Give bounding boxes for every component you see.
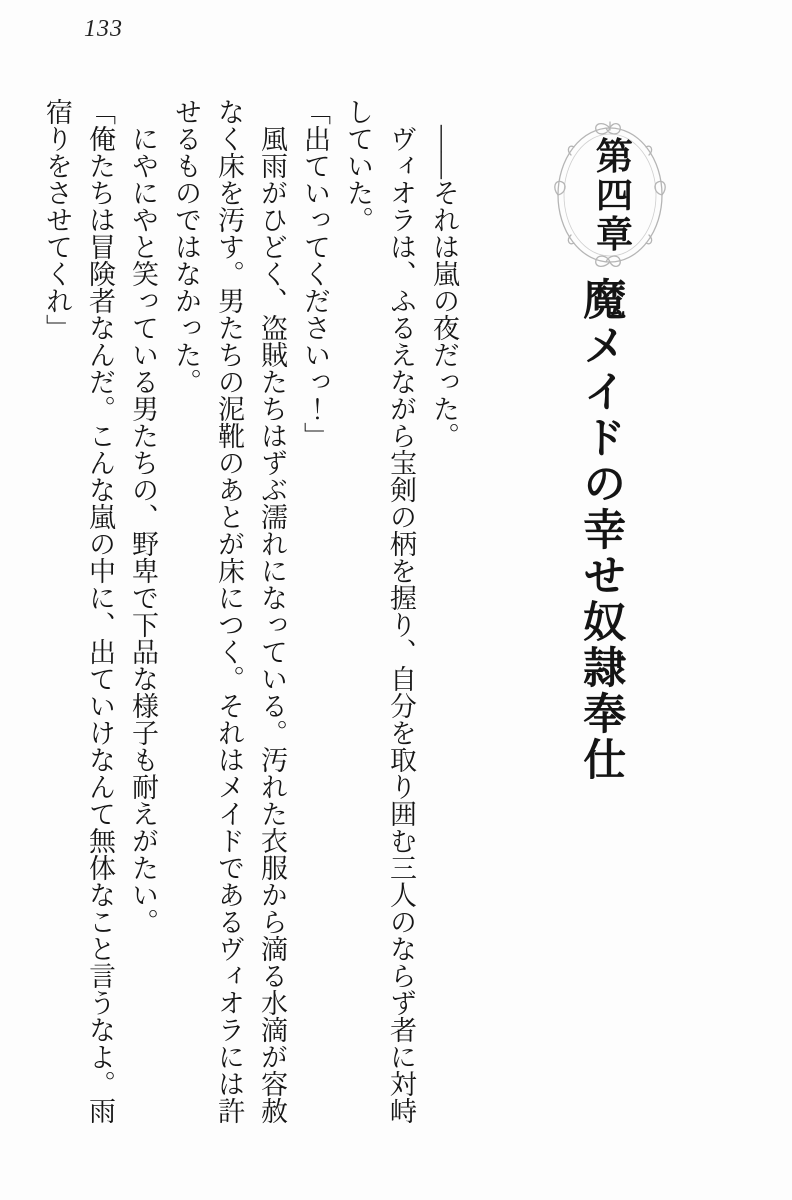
- body-text: [35, 98, 465, 1133]
- page-number: 133: [84, 16, 123, 42]
- chapter-title: 魔メイドの幸せ奴隷奉仕: [577, 277, 625, 783]
- chapter-number-label: 第四章: [589, 136, 631, 254]
- paragraph: ヴィオラは、ふるえながら宝剣の柄を握り、自分を取り囲む三人のならず者に対峙していた。: [343, 98, 416, 1124]
- paragraph: 「出ていってくださいっ！」: [300, 98, 330, 449]
- paragraph: にやにやと笑っている男たちの、野卑で下品な様子も耐えがたい。: [128, 125, 158, 935]
- paragraph: 風雨がひどく、盗賊たちはずぶ濡れになっている。汚れた衣服から滴る水滴が容赦なく床を汚す。男たちの泥靴のあとが床につく。それはメイドであるヴィオラには許せるものではなかった。: [171, 98, 287, 1124]
- paragraph: 「俺たちは冒険者なんだ。こんな嵐の中に、出ていけなんて無体なこと言うなよ。雨宿りをさせてくれ」: [42, 98, 115, 1124]
- paragraph: ――それは嵐の夜だった。: [429, 125, 459, 449]
- chapter-heading: [551, 120, 669, 270]
